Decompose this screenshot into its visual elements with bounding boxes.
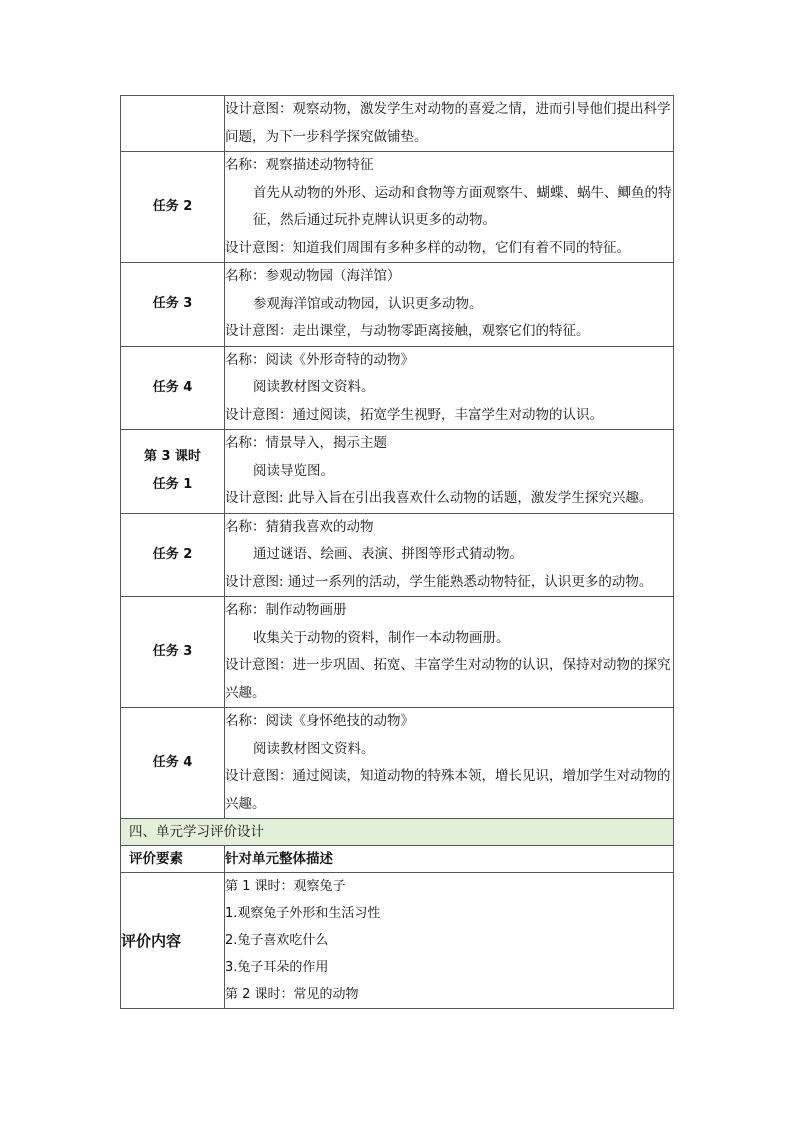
task-line: 首先从动物的外形、运动和食物等方面观察牛、蝴蝶、蜗牛、鲫鱼的特征，然后通过玩扑克牌认识更多的动物。 bbox=[253, 184, 672, 228]
task-line: 名称：观察描述动物特征 bbox=[225, 157, 374, 173]
task-label bbox=[121, 513, 225, 597]
header-col1: 评价要素 bbox=[121, 846, 225, 873]
task-row bbox=[121, 152, 674, 263]
header-col2: 针对单元整体描述 bbox=[225, 846, 674, 873]
eval-content bbox=[225, 873, 674, 1009]
task-line: 名称：猜猜我喜欢的动物 bbox=[225, 518, 374, 535]
task-line: 名称：参观动物园（海洋馆） bbox=[225, 268, 401, 284]
task-label bbox=[121, 152, 225, 263]
task-label bbox=[121, 597, 225, 708]
task-content bbox=[225, 708, 674, 819]
task-label-line: 任务 1 bbox=[152, 477, 193, 493]
task-line: 设计意图: 通过一系列的活动，学生能熟悉动物特征，认识更多的动物。 bbox=[225, 573, 653, 590]
task-line: 设计意图：进一步巩固、拓宽、丰富学生对动物的认识，保持对动物的探究兴趣。 bbox=[225, 657, 671, 701]
task-line: 名称：情景导入，揭示主题 bbox=[225, 435, 387, 451]
section-row bbox=[121, 819, 674, 846]
task-content bbox=[225, 597, 674, 708]
eval-line: 第 1 课时：观察兔子 bbox=[225, 879, 346, 894]
task-line: 设计意图: 此导入旨在引出我喜欢什么动物的话题，激发学生探究兴趣。 bbox=[225, 490, 653, 506]
task-line: 设计意图：走出课堂，与动物零距离接触，观察它们的特征。 bbox=[225, 323, 590, 339]
task-row bbox=[121, 96, 674, 152]
task-label-line: 任务 4 bbox=[152, 755, 193, 770]
task-line: 通过谜语、绘画、表演、拼图等形式猜动物。 bbox=[253, 546, 523, 562]
task-line: 阅读教材图文资料。 bbox=[253, 740, 375, 757]
task-line: 参观海洋馆或动物园，认识更多动物。 bbox=[253, 295, 483, 312]
task-label-line: 任务 4 bbox=[152, 379, 193, 395]
eval-row bbox=[121, 873, 674, 1009]
eval-line: 1.观察兔子外形和生活习性 bbox=[225, 906, 381, 921]
eval-line: 3.兔子耳朵的作用 bbox=[225, 960, 329, 975]
task-label-line: 任务 2 bbox=[152, 199, 193, 214]
task-content bbox=[225, 513, 674, 597]
task-line: 阅读教材图文资料。 bbox=[253, 379, 375, 395]
task-content bbox=[225, 430, 674, 514]
task-line: 名称：阅读《身怀绝技的动物》 bbox=[225, 713, 414, 729]
task-row bbox=[121, 346, 674, 430]
task-line: 收集关于动物的资料，制作一本动物画册。 bbox=[253, 629, 510, 646]
task-row bbox=[121, 263, 674, 347]
task-label bbox=[121, 346, 225, 430]
task-line: 名称：制作动物画册 bbox=[225, 602, 347, 618]
task-label-line: 任务 3 bbox=[152, 644, 193, 659]
task-line: 阅读导览图。 bbox=[253, 462, 334, 479]
eval-line: 2.兔子喜欢吃什么 bbox=[225, 933, 329, 948]
task-label bbox=[121, 96, 225, 152]
task-row bbox=[121, 708, 674, 819]
task-content bbox=[225, 263, 674, 347]
task-row bbox=[121, 513, 674, 597]
task-row bbox=[121, 597, 674, 708]
task-label-line: 第 3 课时 bbox=[143, 449, 202, 465]
task-label bbox=[121, 708, 225, 819]
task-row bbox=[121, 430, 674, 514]
task-content bbox=[225, 152, 674, 263]
task-label bbox=[121, 263, 225, 347]
task-line: 设计意图：通过阅读，知道动物的特殊本领，增长见识，增加学生对动物的兴趣。 bbox=[225, 768, 671, 812]
eval-line: 第 2 课时：常见的动物 bbox=[225, 987, 359, 1002]
task-label-line: 任务 3 bbox=[152, 296, 193, 312]
task-content bbox=[225, 346, 674, 430]
task-line: 名称：阅读《外形奇特的动物》 bbox=[225, 351, 414, 368]
section-title: 四、单元学习评价设计 bbox=[121, 819, 674, 846]
eval-label: 评价内容 bbox=[121, 873, 225, 1009]
task-label bbox=[121, 430, 225, 514]
task-line: 设计意图：知道我们周围有多种多样的动物，它们有着不同的特征。 bbox=[225, 239, 630, 256]
task-label-line: 任务 2 bbox=[152, 546, 193, 562]
unit-plan-table bbox=[120, 95, 674, 1009]
header-row bbox=[121, 846, 674, 873]
task-line: 设计意图：通过阅读，拓宽学生视野，丰富学生对动物的认识。 bbox=[225, 406, 603, 423]
task-line: 设计意图：观察动物，激发学生对动物的喜爱之情，进而引导他们提出科学问题，为下一步科学探究做铺垫。 bbox=[225, 101, 671, 145]
task-content bbox=[225, 96, 674, 152]
task-rows bbox=[121, 96, 674, 819]
